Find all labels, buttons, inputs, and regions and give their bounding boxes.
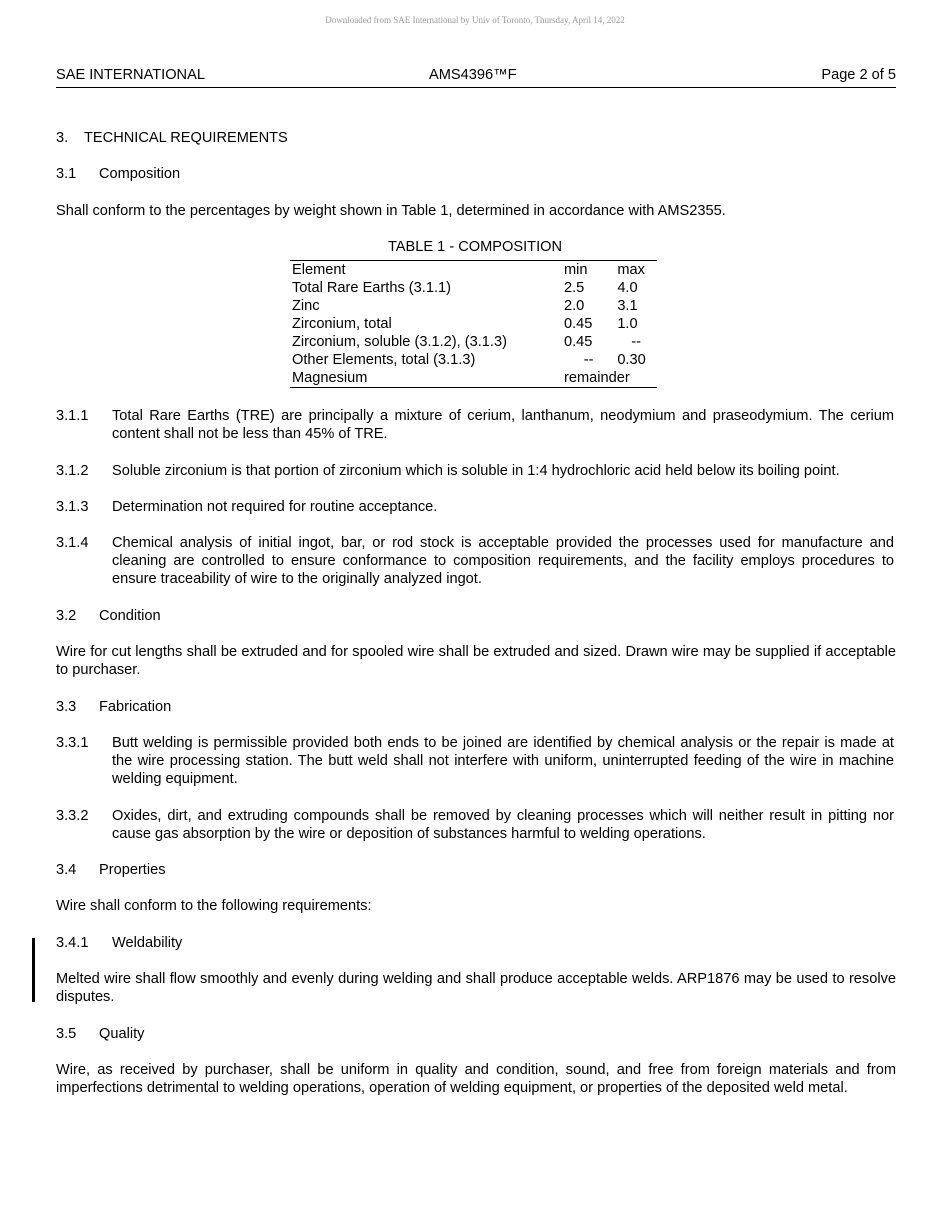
section-3-1-4-text: Chemical analysis of initial ingot, bar, or rod stock is acceptable provided the processes used for manufacture and cleaning are controlled to ensure conformance to composition requirements, and the facility employs procedures to ensure traceability of wire to the originally analyzed ingot. xyxy=(112,535,894,587)
cell-remainder: remainder xyxy=(563,370,630,386)
cell-max: 1.0 xyxy=(617,316,638,332)
header-document-id: AMS4396™F xyxy=(429,67,517,83)
table-row xyxy=(290,315,657,333)
cell-max: 4.0 xyxy=(617,280,638,296)
section-3-1-4-number: 3.1.4 xyxy=(56,535,89,551)
section-3-5-title: Quality xyxy=(99,1026,145,1042)
header-page-number: Page 2 of 5 xyxy=(821,67,896,83)
revision-change-bar xyxy=(32,938,35,1002)
section-3-2-title: Condition xyxy=(99,608,161,624)
table-row xyxy=(290,369,657,388)
section-3-title: TECHNICAL REQUIREMENTS xyxy=(84,130,288,146)
table-row xyxy=(290,297,657,315)
cell-min: -- xyxy=(583,352,594,368)
section-3-4-number: 3.4 xyxy=(56,862,77,878)
section-3-1-text: Shall conform to the percentages by weight shown in Table 1, determined in accordance with AMS2355. xyxy=(56,203,726,219)
col-header-element: Element xyxy=(292,262,346,278)
section-3-1-1-number: 3.1.1 xyxy=(56,408,89,424)
section-3-3-1-text: Butt welding is permissible provided both ends to be joined are identified by chemical analysis or the repair is made at the wire processing station. The butt weld shall not interfere with uniform, uninterrupted feeding of the wire in machine welding equipment. xyxy=(112,735,894,787)
section-3-4-1-text: Melted wire shall flow smoothly and evenly during welding and shall produce acceptable welds. ARP1876 may be used to resolve disputes. xyxy=(56,971,896,1005)
section-3-4-1-number: 3.4.1 xyxy=(56,935,89,951)
section-3-1-title: Composition xyxy=(99,166,181,182)
section-3-5-text: Wire, as received by purchaser, shall be uniform in quality and condition, sound, and free from foreign materials and from imperfections detrimental to welding operations, operation of welding equipment, or properties of the deposited weld metal. xyxy=(56,1062,896,1096)
cell-element: Other Elements, total (3.1.3) xyxy=(292,352,476,368)
cell-max: 0.30 xyxy=(617,352,646,368)
section-3-number: 3. xyxy=(56,130,69,146)
section-3-3-number: 3.3 xyxy=(56,699,77,715)
section-3-4-title: Properties xyxy=(99,862,166,878)
cell-min: 2.5 xyxy=(563,280,585,296)
section-3-3-2-text: Oxides, dirt, and extruding compounds shall be removed by cleaning processes which will neither result in pitting nor cause gas absorption by the wire or deposition of substances harmful to welding operations. xyxy=(112,808,894,842)
col-header-min: min xyxy=(563,262,588,278)
cell-element: Zinc xyxy=(292,298,320,314)
section-3-4-1-title: Weldability xyxy=(112,935,183,951)
table-header-row xyxy=(290,261,657,280)
section-3-3-title: Fabrication xyxy=(99,699,172,715)
cell-max: 3.1 xyxy=(617,298,638,314)
table-row xyxy=(290,333,657,351)
cell-element: Magnesium xyxy=(292,370,368,386)
cell-element: Zirconium, total xyxy=(292,316,392,332)
table-row xyxy=(290,351,657,369)
cell-min: 0.45 xyxy=(563,316,593,332)
cell-max: -- xyxy=(631,334,642,350)
table-row xyxy=(290,279,657,297)
cell-element: Total Rare Earths (3.1.1) xyxy=(292,280,451,296)
download-watermark: Downloaded from SAE International by Univ of Toronto, Thursday, April 14, 2022 xyxy=(325,15,625,25)
section-3-1-2-text: Soluble zirconium is that portion of zirconium which is soluble in 1:4 hydrochloric acid held below its boiling point. xyxy=(112,463,840,479)
section-3-2-number: 3.2 xyxy=(56,608,77,624)
section-3-1-3-number: 3.1.3 xyxy=(56,499,89,515)
section-3-1-3-text: Determination not required for routine acceptance. xyxy=(112,499,438,515)
section-3-2-text: Wire for cut lengths shall be extruded and for spooled wire shall be extruded and sized. Drawn wire may be supplied if acceptable to purchaser. xyxy=(56,644,896,678)
cell-min: 0.45 xyxy=(563,334,593,350)
section-3-3-1-number: 3.3.1 xyxy=(56,735,89,751)
section-3-5-number: 3.5 xyxy=(56,1026,77,1042)
page-header xyxy=(56,67,896,88)
composition-table xyxy=(290,260,657,388)
table-1-title: TABLE 1 - COMPOSITION xyxy=(387,239,563,255)
section-3-4-text: Wire shall conform to the following requirements: xyxy=(56,898,372,914)
section-3-1-1-text: Total Rare Earths (TRE) are principally a mixture of cerium, lanthanum, neodymium and praseodymium. The cerium content shall not be less than 45% of TRE. xyxy=(112,408,894,442)
cell-min: 2.0 xyxy=(563,298,585,314)
cell-element: Zirconium, soluble (3.1.2), (3.1.3) xyxy=(292,334,507,350)
section-3-1-2-number: 3.1.2 xyxy=(56,463,89,479)
section-3-1-number: 3.1 xyxy=(56,166,77,182)
col-header-max: max xyxy=(617,262,645,278)
section-3-3-2-number: 3.3.2 xyxy=(56,808,89,824)
header-organization: SAE INTERNATIONAL xyxy=(56,67,205,83)
